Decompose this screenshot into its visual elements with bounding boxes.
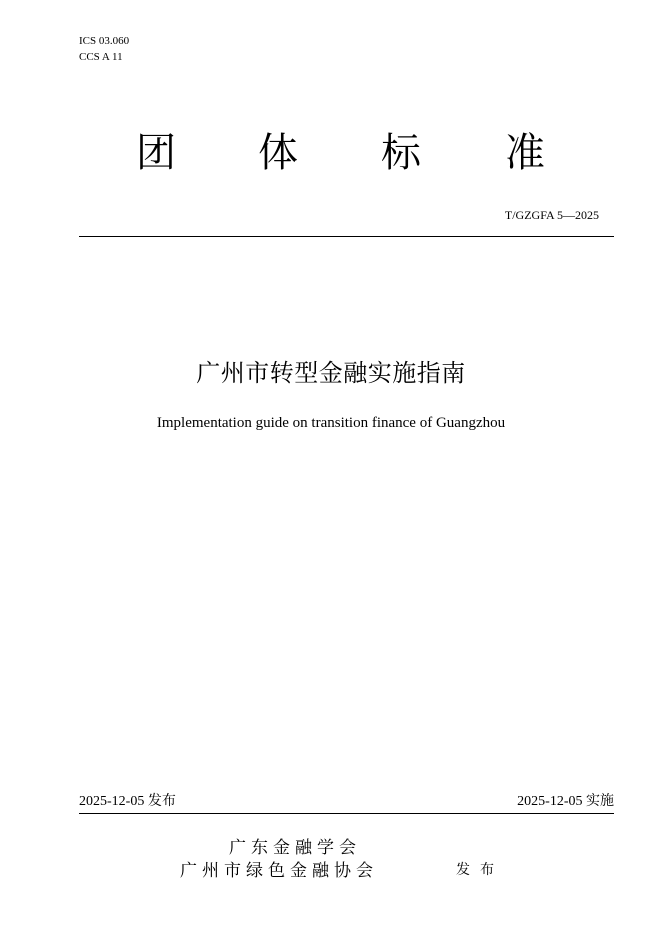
document-title-zh: 广州市转型金融实施指南: [196, 359, 466, 387]
standard-type-char: 团: [136, 130, 176, 176]
standard-code: T/GZGFA 5—2025: [504, 208, 599, 222]
standard-type-char: 体: [258, 130, 298, 176]
ccs-code: CCS A 11: [79, 51, 123, 63]
standard-type-char: 标: [381, 130, 421, 176]
publish-label: 发布: [456, 862, 504, 878]
bottom-divider: [79, 813, 614, 814]
publisher-org-2: 广州市绿色金融协会: [180, 861, 378, 881]
document-title-en: Implementation guide on transition finance of Guangzhou: [156, 415, 506, 431]
standard-type-char: 准: [505, 130, 545, 176]
publish-date: 2025-12-05 发布: [79, 794, 176, 809]
publisher-org-1: 广东金融学会: [229, 838, 361, 858]
ics-code: ICS 03.060: [79, 35, 130, 47]
top-divider: [79, 236, 614, 237]
implementation-date: 2025-12-05 实施: [517, 794, 614, 809]
